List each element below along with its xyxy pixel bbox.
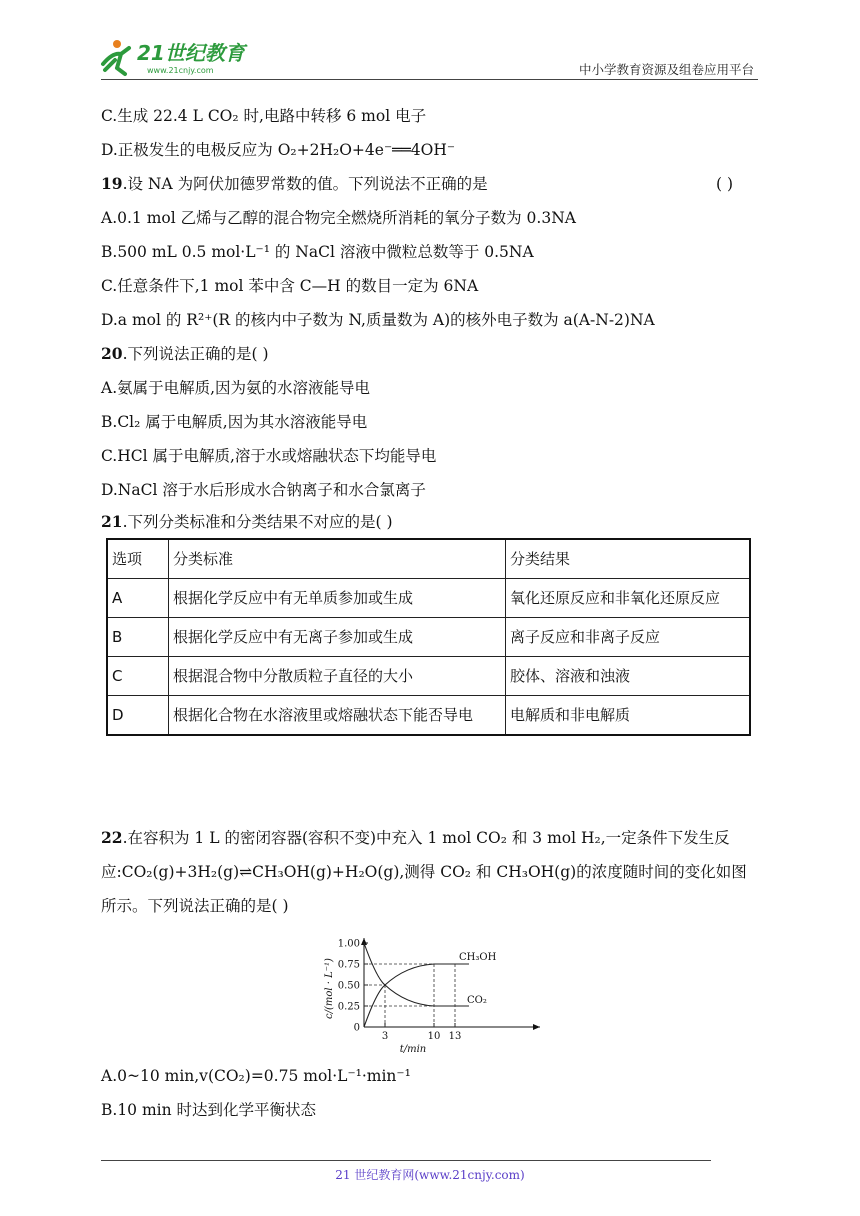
q21-stem-text: .下列分类标准和分类结果不对应的是( ) [122, 513, 393, 531]
table-cell: 根据化学反应中有无单质参加或生成 [169, 579, 506, 618]
site-tagline: 中小学教育资源及组卷应用平台 [578, 62, 754, 77]
series-line-co2 [364, 943, 469, 1006]
logo-url: www.21cnjy.com [147, 66, 214, 75]
y-tick-label: 0.50 [337, 980, 360, 992]
q22-stem-text-1: .在容积为 1 L 的密闭容器(容积不变)中充入 1 mol CO₂ 和 3 mol H₂,一定条件下发生反 [122, 829, 730, 847]
y-tick-label: 1.00 [337, 938, 360, 950]
table-cell: 根据混合物中分散质粒子直径的大小 [169, 657, 506, 696]
q21-number: 21 [101, 512, 123, 531]
footer-divider [101, 1160, 711, 1161]
table-header-cell: 分类标准 [169, 539, 506, 579]
table-header-cell: 分类结果 [506, 539, 751, 579]
table-cell: 氧化还原反应和非氧化还原反应 [506, 579, 751, 618]
table-header-row [107, 539, 750, 579]
q20-option-d: D.NaCl 溶于水后形成水合钠离子和水合氯离子 [101, 481, 426, 499]
q22-option-a: A.0~10 min,v(CO₂)=0.75 mol·L⁻¹·min⁻¹ [101, 1067, 411, 1085]
table-cell: 电解质和非电解质 [506, 696, 751, 736]
runner-icon [103, 40, 129, 74]
series-label-ch3oh: CH₃OH [459, 952, 497, 963]
concentration-chart [320, 930, 550, 1055]
series-label-co2: CO₂ [467, 995, 487, 1006]
q21-stem [101, 511, 393, 533]
table-cell: A [107, 579, 169, 618]
y-tick-label: 0.25 [337, 1001, 360, 1013]
y-tick-label: 0.75 [337, 959, 360, 971]
q22-stem-line1 [101, 827, 730, 849]
table-row [107, 657, 750, 696]
table-cell: C [107, 657, 169, 696]
q19-option-d: D.a mol 的 R²⁺(R 的核内中子数为 N,质量数为 A)的核外电子数为 a(A-N-2)NA [101, 311, 655, 329]
q19-option-b: B.500 mL 0.5 mol·L⁻¹ 的 NaCl 溶液中微粒总数等于 0.5NA [101, 243, 534, 261]
q20-option-c: C.HCl 属于电解质,溶于水或熔融状态下均能导电 [101, 447, 437, 465]
q22-stem-line2: 应:CO₂(g)+3H₂(g)⇌CH₃OH(g)+H₂O(g),测得 CO₂ 和 CH₃OH(g)的浓度随时间的变化如图 [101, 863, 747, 881]
header-divider [101, 79, 758, 80]
q22-number: 22 [101, 828, 123, 847]
q20-option-a: A.氨属于电解质,因为氨的水溶液能导电 [101, 379, 371, 397]
table-header-cell: 选项 [107, 539, 169, 579]
y-axis-label: c/(mol · L⁻¹) [324, 958, 335, 1019]
table-row [107, 696, 750, 736]
x-axis-label: t/min [399, 1044, 427, 1055]
table-cell: B [107, 618, 169, 657]
q19-stem-text: .设 NA 为阿伏加德罗常数的值。下列说法不正确的是 [122, 175, 488, 193]
q19-option-a: A.0.1 mol 乙烯与乙醇的混合物完全燃烧所消耗的氧分子数为 0.3NA [101, 209, 576, 227]
table-cell: 根据化学反应中有无离子参加或生成 [169, 618, 506, 657]
q22-stem-line3: 所示。下列说法正确的是( ) [101, 897, 289, 915]
q19-stem [101, 173, 488, 195]
series-line-ch3oh [364, 964, 469, 1027]
table-row [107, 579, 750, 618]
q18-option-d: D.正极发生的电极反应为 O₂+2H₂O+4e⁻══4OH⁻ [101, 141, 456, 159]
q19-option-c: C.任意条件下,1 mol 苯中含 C—H 的数目一定为 6NA [101, 277, 479, 295]
footer-text: 21 世纪教育网(www.21cnjy.com) [335, 1168, 525, 1182]
y-tick-label: 0 [353, 1022, 360, 1034]
concentration-chart-svg [320, 930, 550, 1055]
x-tick-label: 10 [427, 1031, 441, 1042]
q22-option-b: B.10 min 时达到化学平衡状态 [101, 1101, 317, 1119]
q20-stem [101, 343, 269, 365]
q19-number: 19 [101, 174, 123, 193]
table-row [107, 618, 750, 657]
x-axis-arrow [533, 1024, 540, 1030]
table-cell: D [107, 696, 169, 736]
q18-option-c: C.生成 22.4 L CO₂ 时,电路中转移 6 mol 电子 [101, 107, 427, 125]
q20-option-b: B.Cl₂ 属于电解质,因为其水溶液能导电 [101, 413, 368, 431]
q20-number: 20 [101, 344, 123, 363]
logo-text: 21世纪教育 [137, 41, 245, 65]
table-cell: 根据化合物在水溶液里或熔融状态下能否导电 [169, 696, 506, 736]
classification-table [106, 538, 751, 736]
site-logo [95, 34, 265, 78]
x-tick-label: 13 [448, 1031, 462, 1042]
q19-answer-paren: ( ) [716, 175, 734, 193]
table-cell: 离子反应和非离子反应 [506, 618, 751, 657]
table-cell: 胶体、溶液和浊液 [506, 657, 751, 696]
x-tick-label: 3 [381, 1031, 389, 1042]
q20-stem-text: .下列说法正确的是( ) [122, 345, 269, 363]
